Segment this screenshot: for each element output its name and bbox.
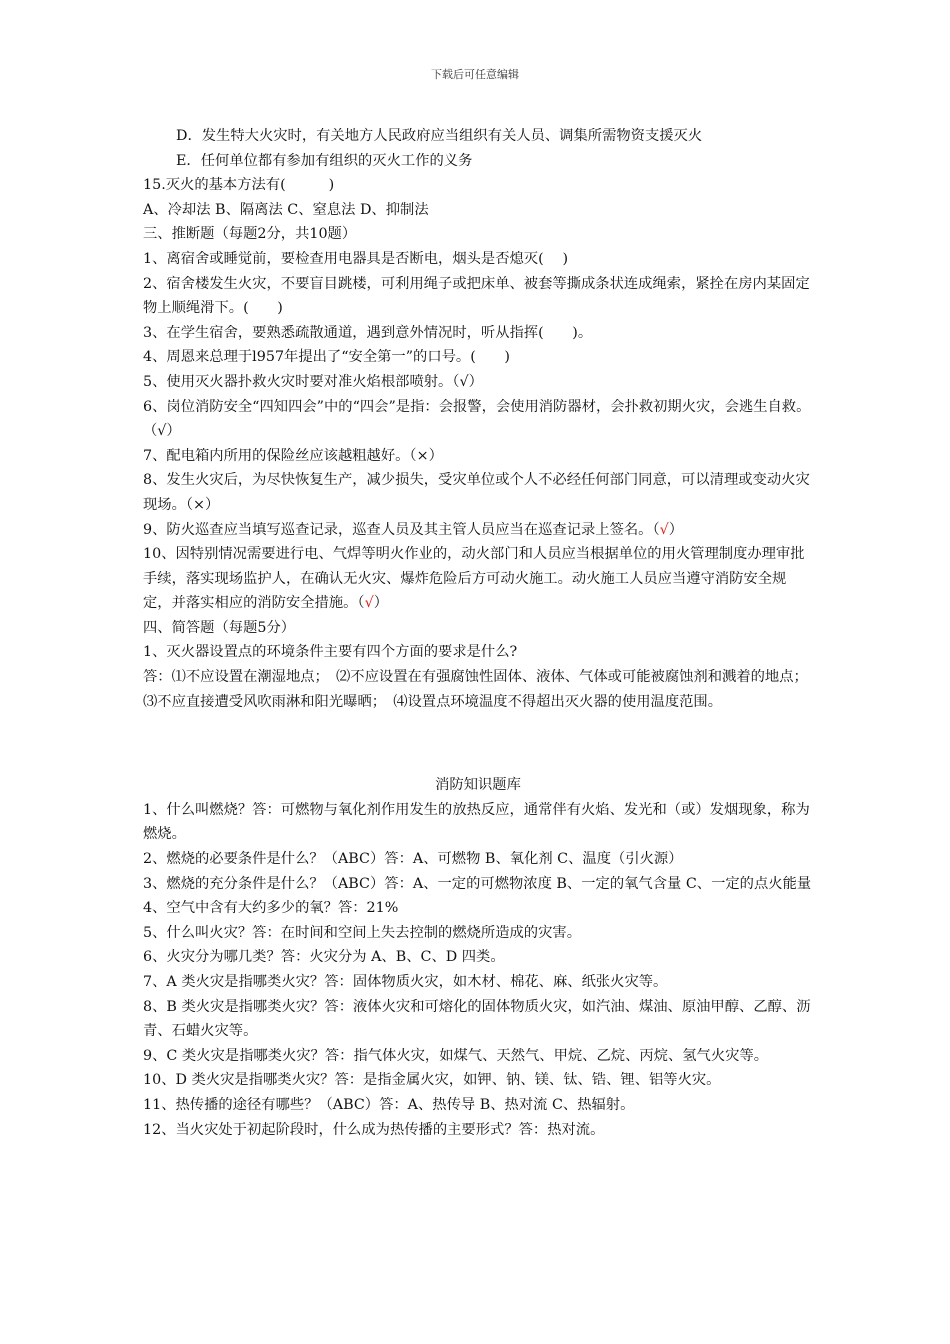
bank-item-4: 4、空气中含有大约多少的氧？答：21% xyxy=(143,900,399,917)
bank-item-6: 6、火灾分为哪几类？答：火灾分为 A、B、C、D 四类。 xyxy=(143,949,505,966)
document-body xyxy=(143,124,813,1142)
bank-item-9: 9、C 类火灾是指哪类火灾？答：指气体火灾，如煤气、天然气、甲烷、乙烷、丙烷、氢气火灾等。 xyxy=(143,1047,769,1064)
bank-item-2: 2、燃烧的必要条件是什么？（ABC）答：A、可燃物 B、氧化剂 C、温度（引火源） xyxy=(143,851,683,868)
option-d: D．发生特大火灾时，有关地方人民政府应当组织有关人员、调集所需物资支援灭火 xyxy=(176,128,703,144)
section-heading-short-answer: 四、简答题（每题5分） xyxy=(143,619,296,636)
section-heading-judgment: 三、推断题（每题2分，共10题） xyxy=(143,226,357,243)
bank-item-5: 5、什么叫火灾？答：在时间和空间上失去控制的燃烧所造成的灾害。 xyxy=(143,924,581,941)
bank-item-3: 3、燃烧的充分条件是什么？（ABC）答：A、一定的可燃物浓度 B、一定的氧气含量 C、一定的点火能量 xyxy=(143,875,812,892)
option-e: E．任何单位都有参加有组织的灭火工作的义务 xyxy=(176,152,473,169)
bank-item-12: 12、当火灾处于初起阶段时，什么成为热传播的主要形式？答：热对流。 xyxy=(143,1121,605,1138)
judgment-1: 1、离宿舍或睡觉前，要检查用电器具是否断电，烟头是否熄灭( ) xyxy=(143,250,569,267)
short-answer-question-1: 1、灭火器设置点的环境条件主要有四个方面的要求是什么? xyxy=(143,644,518,661)
bank-item-7: 7、A 类火灾是指哪类火灾？答：固体物质火灾，如木材、棉花、麻、纸张火灾等。 xyxy=(143,974,668,990)
judgment-10-mark: √ xyxy=(364,595,374,612)
section-spacer xyxy=(143,714,813,773)
judgment-9-text: 9、防火巡查应当填写巡查记录，巡查人员及其主管人员应当在巡查记录上签名。（ xyxy=(143,521,660,538)
bank-item-8: 8、B 类火灾是指哪类火灾？答：液体火灾和可熔化的固体物质火灾，如汽油、煤油、原油甲醇、乙醇、沥青、石蜡火灾等。 xyxy=(143,998,811,1040)
judgment-4: 4、周恩来总理于l957年提出了“安全第一”的口号。( ) xyxy=(143,349,510,366)
page-header: 下载后可任意编辑 xyxy=(431,68,519,81)
judgment-10 xyxy=(143,542,813,616)
judgment-5: 5、使用灭火器扑救火灾时要对准火焰根部喷射。（√） xyxy=(143,373,483,390)
judgment-9-mark: √ xyxy=(659,521,669,538)
judgment-10-end: ） xyxy=(373,595,389,612)
short-answer-answer-1: 答：⑴不应设置在潮湿地点； ⑵不应设置在有强腐蚀性固体、液体、气体或可能被腐蚀剂和溅着的地点； ⑶不应直接遭受风吹雨淋和阳光曝晒； ⑷设置点环境温度不得超出灭火器的使用温度范围。 xyxy=(143,669,815,710)
question-15-options: A、冷却法 B、隔离法 C、窒息法 D、抑制法 xyxy=(143,201,429,218)
bank-item-11: 11、热传播的途径有哪些？（ABC）答：A、热传导 B、热对流 C、热辐射。 xyxy=(143,1096,635,1113)
judgment-9-end: ） xyxy=(668,521,684,538)
question-15: 15.灭火的基本方法有( ) xyxy=(143,177,335,194)
judgment-7: 7、配电箱内所用的保险丝应该越粗越好。（×） xyxy=(143,447,443,464)
judgment-6: 6、岗位消防安全“四知四会”中的“四会”是指：会报警，会使用消防器材，会扑救初期火灾，会逃生自救。（√） xyxy=(143,398,811,440)
judgment-9 xyxy=(143,518,813,543)
judgment-10-text: 10、因特别情况需要进行电、气焊等明火作业的，动火部门和人员应当根据单位的用火管理制度办理审批手续，落实现场监护人，在确认无火灾、爆炸危险后方可动火施工。动火施工人员应当遵守消防安全规定，并落实相应的消防安全措施。（ xyxy=(143,546,805,612)
bank-item-10: 10、D 类火灾是指哪类火灾？答：是指金属火灾，如钾、钠、镁、钛、锆、锂、铝等火灾。 xyxy=(143,1072,721,1089)
judgment-8: 8、发生火灾后，为尽快恢复生产，减少损失，受灾单位或个人不必经任何部门同意，可以清理或变动火灾现场。（×） xyxy=(143,472,810,513)
judgment-3: 3、在学生宿舍，要熟悉疏散通道，遇到意外情况时，听从指挥( )。 xyxy=(143,324,593,341)
bank-item-1: 1、什么叫燃烧？答：可燃物与氧化剂作用发生的放热反应，通常伴有火焰、发光和（或）发烟现象，称为燃烧。 xyxy=(143,801,810,843)
judgment-2: 2、宿舍楼发生火灾，不要盲目跳楼，可利用绳子或把床单、被套等撕成条状连成绳索，紧拴在房内某固定物上顺绳滑下。( ) xyxy=(143,275,810,317)
question-bank-title: 消防知识题库 xyxy=(435,777,521,794)
